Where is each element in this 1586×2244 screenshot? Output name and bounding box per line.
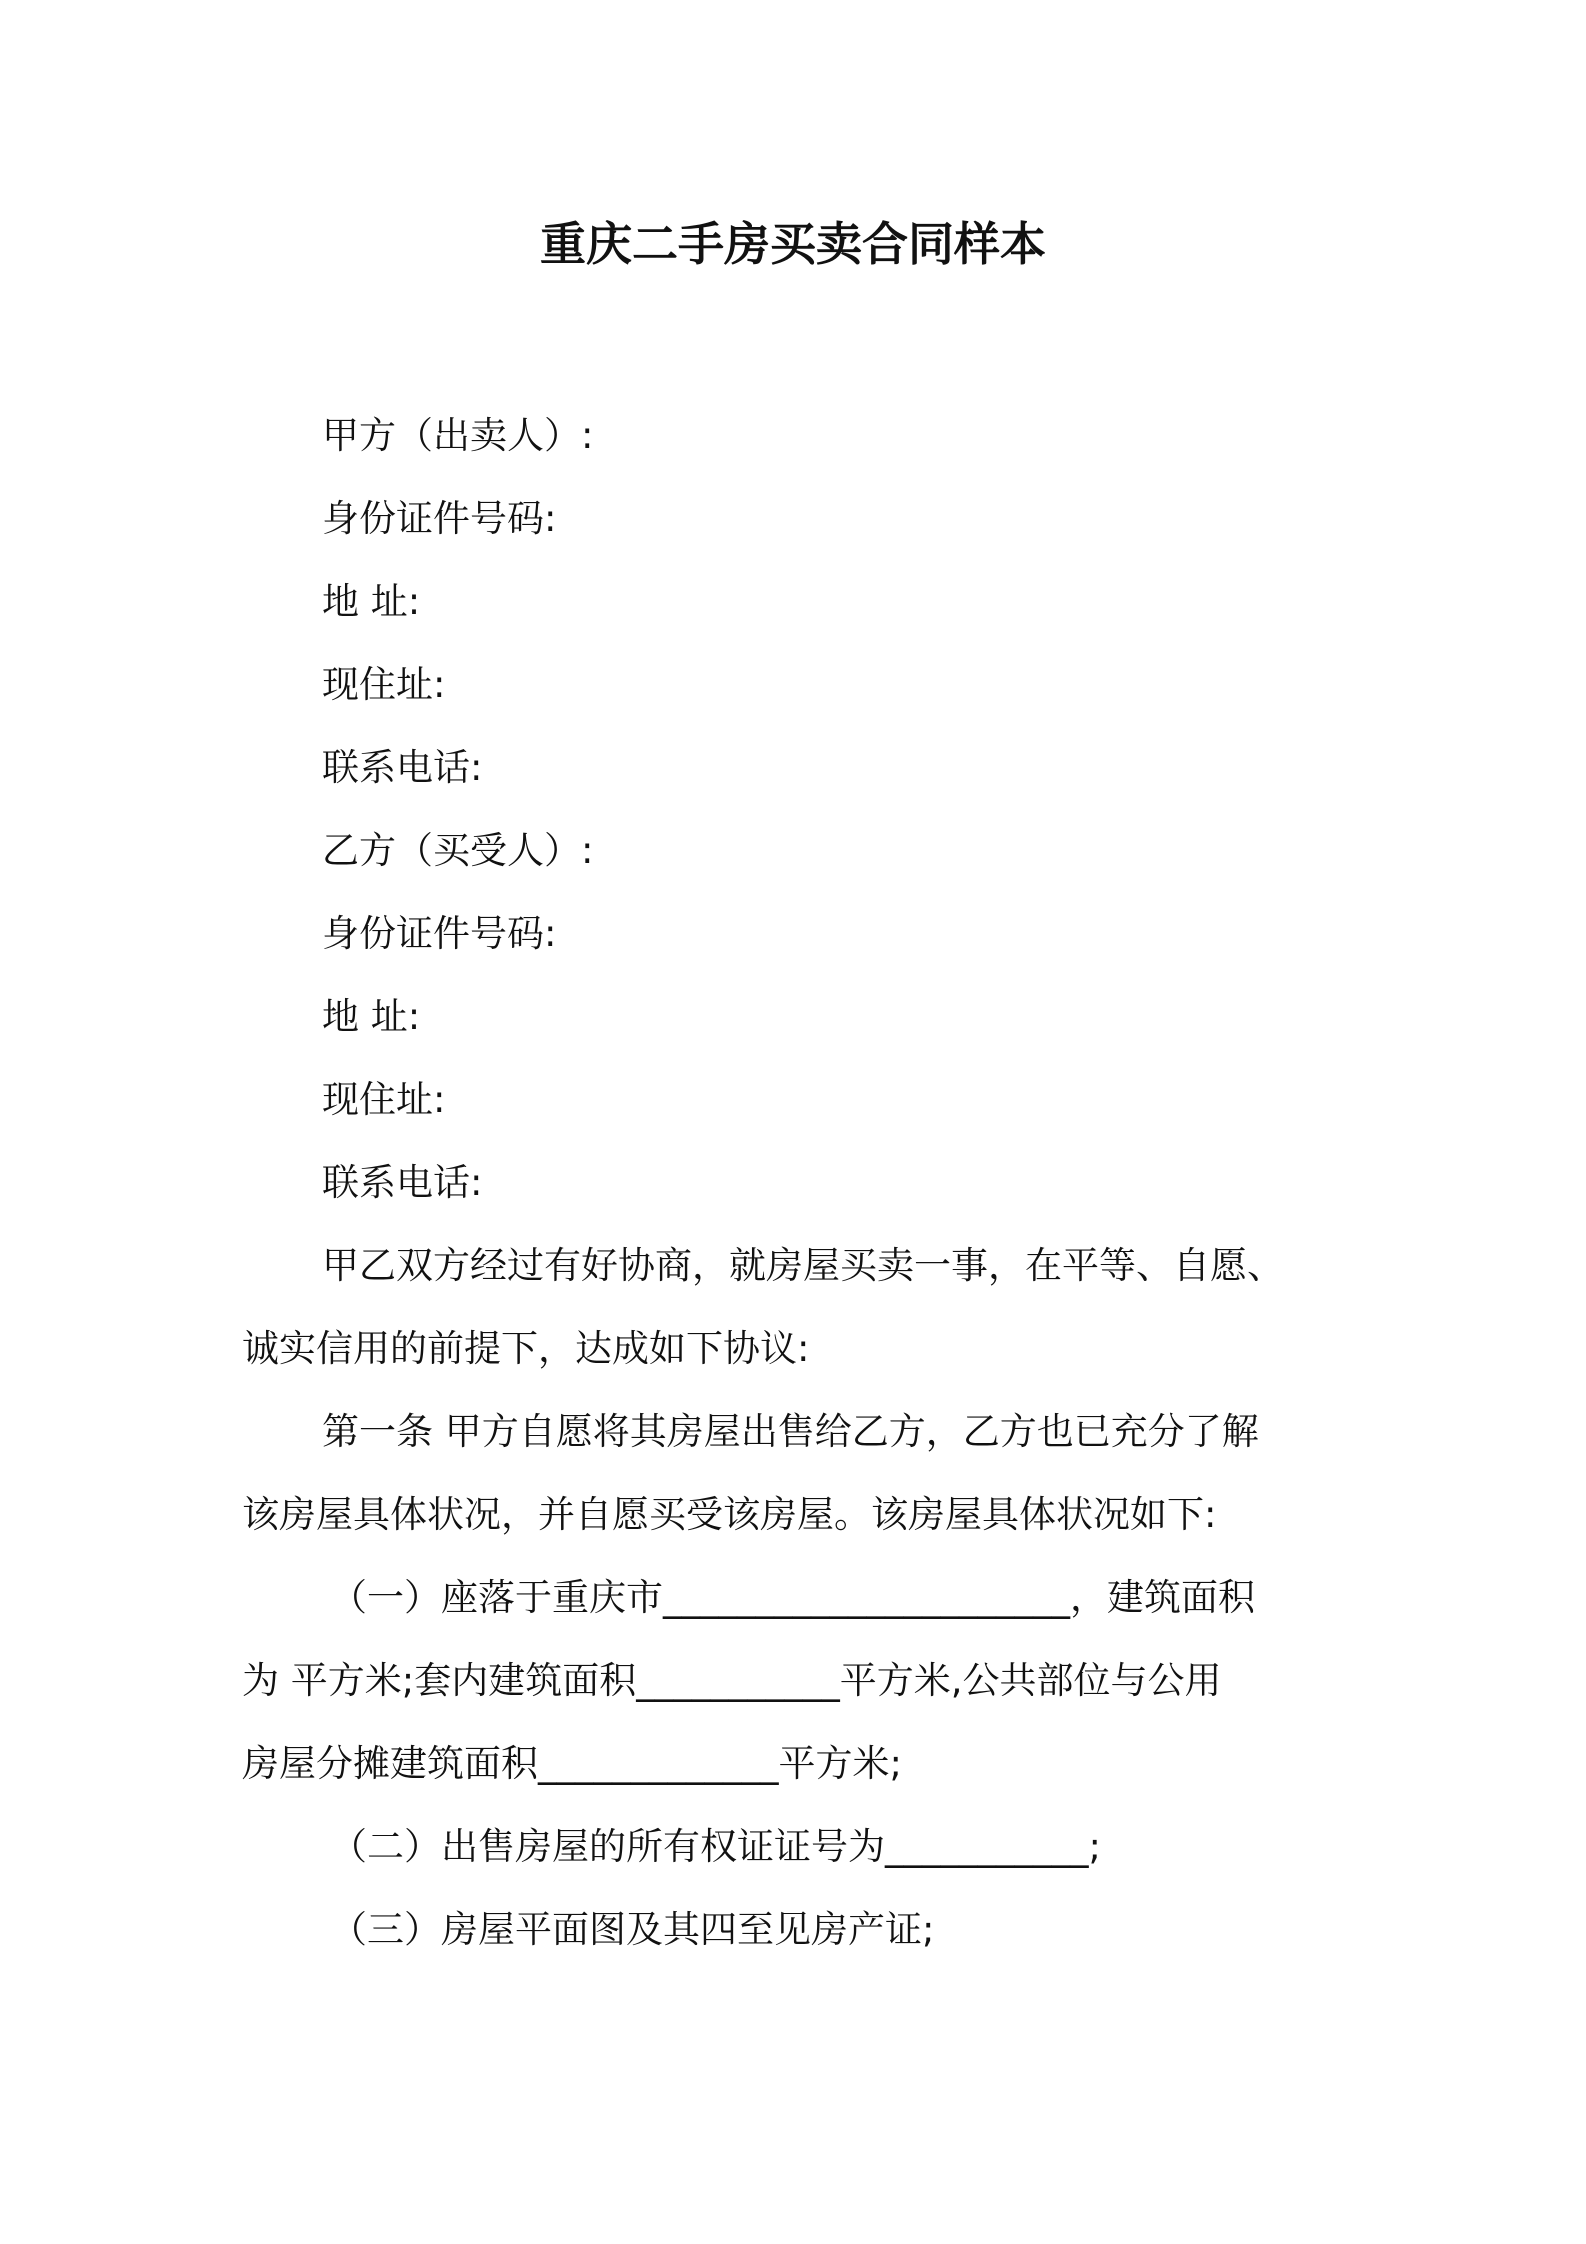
party-b-label: 乙方（买受人）:	[322, 829, 594, 872]
item1-line-3: 房屋分摊建筑面积_____________平方米;	[242, 1742, 902, 1785]
article1-line-1: 第一条 甲方自愿将其房屋出售给乙方，乙方也已充分了解	[322, 1410, 1259, 1453]
party-b-current-address-label: 现住址:	[322, 1078, 446, 1121]
party-a-label: 甲方（出卖人）:	[322, 414, 594, 457]
document-title: 重庆二手房买卖合同样本	[540, 217, 1046, 271]
party-b-address-label: 地 址:	[322, 995, 421, 1038]
party-a-current-address-label: 现住址:	[322, 663, 446, 706]
intro-line-2: 诚实信用的前提下，达成如下协议:	[242, 1327, 810, 1370]
party-a-id-label: 身份证件号码:	[322, 497, 557, 540]
party-b-id-label: 身份证件号码:	[322, 912, 557, 955]
article1-line-2: 该房屋具体状况，并自愿买受该房屋。该房屋具体状况如下:	[242, 1493, 1217, 1536]
intro-line-1: 甲乙双方经过有好协商，就房屋买卖一事，在平等、自愿、	[322, 1244, 1284, 1287]
item1-line-1: （一）座落于重庆市______________________，建筑面积	[330, 1576, 1255, 1619]
item3-line-1: （三）房屋平面图及其四至见房产证;	[330, 1908, 935, 1951]
item1-line-2: 为 平方米;套内建筑面积___________平方米,公共部位与公用	[242, 1659, 1222, 1702]
party-a-address-label: 地 址:	[322, 580, 421, 623]
party-a-phone-label: 联系电话:	[322, 746, 483, 789]
party-b-phone-label: 联系电话:	[322, 1161, 483, 1204]
item2-line-1: （二）出售房屋的所有权证证号为___________;	[330, 1825, 1101, 1868]
